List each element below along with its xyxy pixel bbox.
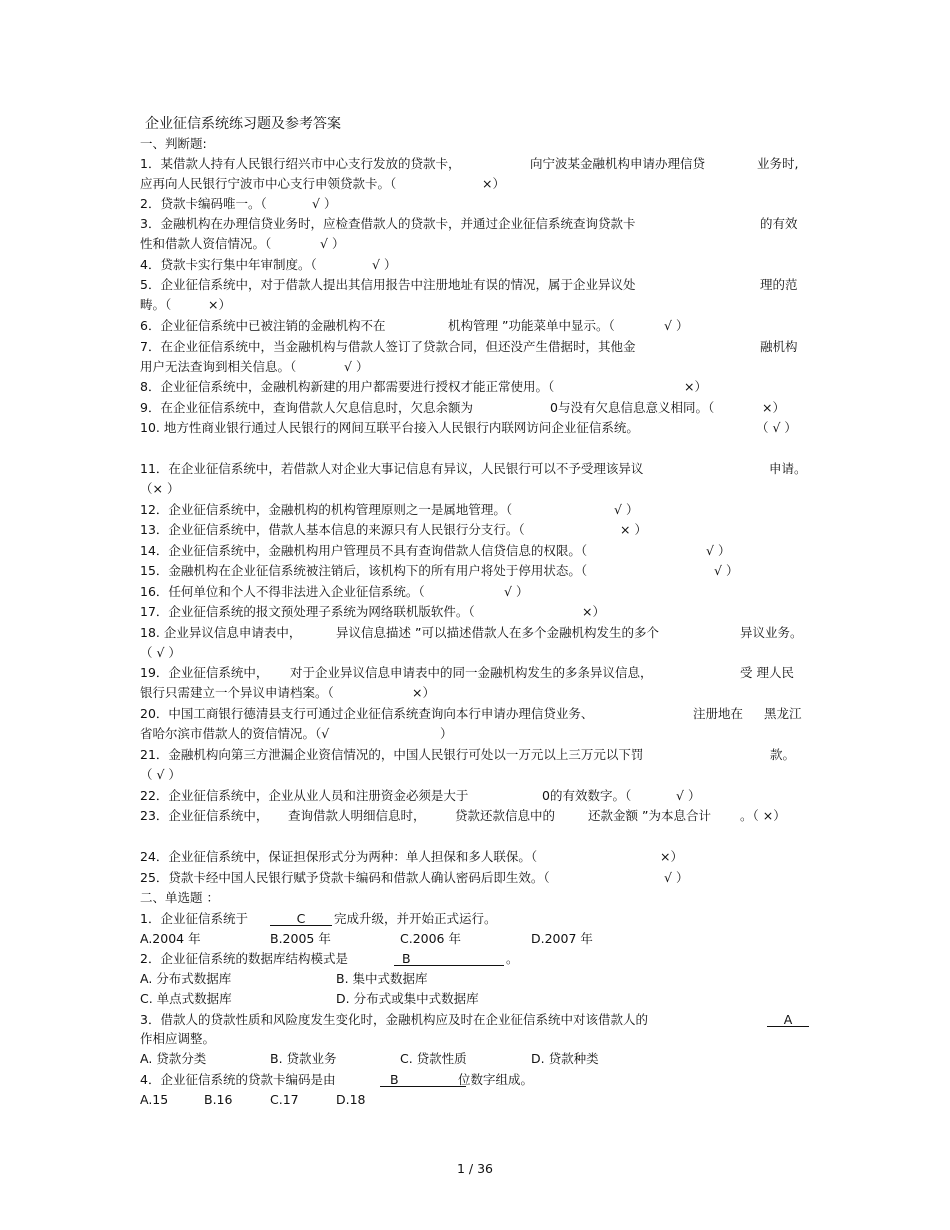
answer-mark: ×）	[482, 176, 505, 191]
answer-mark: √ ）	[372, 257, 397, 272]
option-a: A. 贷款分类	[140, 1051, 207, 1066]
question-text: 。	[506, 951, 519, 966]
question-text: 查询借款人明细信息时，	[288, 808, 426, 823]
answer-mark: √ ）	[312, 196, 337, 211]
question-21-line-1	[140, 747, 796, 763]
question-text: 17．企业征信系统的报文预处理子系统为网络联机版软件。（	[140, 604, 475, 619]
question-text: 11．在企业征信系统中，若借款人对企业大事记信息有异议，人民银行可以不予受理该异议	[140, 461, 644, 476]
option-c: C. 单点式数据库	[140, 991, 232, 1006]
question-text: 20．中国工商银行德清县支行可通过企业征信系统查询向本行申请办理信贷业务、	[140, 706, 594, 721]
question-1-line-1	[140, 156, 799, 172]
question-22	[140, 788, 701, 804]
question-text: 4．企业征信系统的贷款卡编码是由	[140, 1072, 336, 1087]
question-text: 4．贷款卡实行集中年审制度。（	[140, 257, 317, 272]
question-19-line-1	[140, 665, 794, 681]
question-text: 18. 企业异议信息申请表中，	[140, 625, 302, 640]
answer-mark: ×）	[762, 400, 785, 415]
answer-mark: √ ）	[344, 359, 369, 374]
question-18-line-1	[140, 625, 803, 641]
option-a: A. 分布式数据库	[140, 971, 232, 986]
question-20-line-1	[140, 706, 802, 722]
question-text: 9．在企业征信系统中，查询借款人欠息信息时，欠息余额为	[140, 400, 473, 415]
option-b: B.16	[204, 1092, 233, 1107]
question-text: 2．企业征信系统的数据库结构模式是	[140, 951, 348, 966]
question-text: 贷款还款信息中的	[455, 808, 556, 823]
question-text: 畴。（	[140, 297, 172, 312]
question-text: 19．企业征信系统中，	[140, 665, 269, 680]
question-14	[140, 543, 731, 559]
answer-mark: ）	[440, 726, 453, 741]
question-21-line-2	[140, 767, 181, 783]
option-d: D. 贷款种类	[531, 1051, 599, 1066]
mc-question-3-line-1	[140, 1012, 793, 1028]
question-text: 8．企业征信系统中，金融机构新建的用户都需要进行授权才能正常使用。（	[140, 379, 555, 394]
question-11-line-1	[140, 461, 807, 477]
question-16	[140, 584, 529, 600]
answer-blank: A	[767, 1012, 809, 1027]
option-a: A.15	[140, 1092, 169, 1107]
answer-mark: ×）	[208, 297, 231, 312]
question-text: 14．企业征信系统中，金融机构用户管理员不具有查询借款人信贷信息的权限。（	[140, 543, 588, 558]
question-4	[140, 257, 397, 273]
answer-mark: √ ）	[664, 870, 689, 885]
question-text: 1．企业征信系统于	[140, 911, 248, 926]
question-text: 向宁波某金融机构申请办理信贷	[530, 156, 706, 171]
option-a: A.2004 年	[140, 931, 201, 946]
question-text: 异议信息描述 ”可以描述借款人在多个金融机构发生的多个	[336, 625, 659, 640]
mc-question-1	[140, 911, 497, 927]
option-c: C. 贷款性质	[400, 1051, 467, 1066]
question-text: 16．任何单位和个人不得非法进入企业征信系统。（	[140, 584, 425, 599]
question-24	[140, 849, 683, 865]
mc-question-3-line-2: 作相应调整。	[140, 1031, 216, 1046]
question-text: 应再向人民银行宁波市中心支行申领贷款卡。（	[140, 176, 397, 191]
question-18-line-2	[140, 645, 181, 661]
question-text: 10. 地方性商业银行通过人民银行的网间互联平台接入人民银行内联网访问企业征信系统。	[140, 420, 639, 435]
question-23	[140, 808, 786, 824]
question-text: 还款金额 ”为本息合计	[588, 808, 711, 823]
answer-mark: ×）	[412, 685, 435, 700]
question-text: 对于企业异议信息申请表中的同一金融机构发生的多条异议信息，	[290, 665, 653, 680]
question-25	[140, 870, 689, 886]
mc-question-2	[140, 951, 519, 967]
question-17	[140, 604, 605, 620]
section-heading-single-choice: 二、单选题 ：	[140, 890, 219, 905]
question-3-line-2	[140, 236, 345, 252]
question-text: 23．企业征信系统中，	[140, 808, 269, 823]
option-c: C.2006 年	[400, 931, 461, 946]
option-b: B. 集中式数据库	[336, 971, 428, 986]
question-5-line-2	[140, 297, 231, 313]
question-text: 3．金融机构在办理信贷业务时，应检查借款人的贷款卡，并通过企业征信系统查询贷款卡	[140, 216, 636, 231]
question-19-line-2	[140, 685, 435, 701]
section-heading-judgement: 一、判断题:	[140, 136, 207, 151]
answer-mark: √ ）	[676, 788, 701, 803]
question-text: 1．某借款人持有人民银行绍兴市中心支行发放的贷款卡，	[140, 156, 461, 171]
question-text: 22．企业征信系统中，企业从业人员和注册资金必须是大于	[140, 788, 469, 803]
question-10	[140, 420, 797, 436]
question-text: 异议业务。	[740, 625, 803, 640]
document-title: 企业征信系统练习题及参考答案	[145, 116, 341, 132]
question-8	[140, 379, 707, 395]
question-text: 申请。	[769, 461, 807, 476]
question-text: 13．企业征信系统中，借款人基本信息的来源只有人民银行分支行。（	[140, 522, 525, 537]
question-text: 5．企业征信系统中，对于借款人提出其信用报告中注册地址有误的情况，属于企业异议处	[140, 277, 636, 292]
answer-mark: √ ）	[504, 584, 529, 599]
question-text: 黑龙江	[764, 706, 802, 721]
question-5-line-1	[140, 277, 798, 293]
option-d: D. 分布式或集中式数据库	[336, 991, 479, 1006]
question-text: 6．企业征信系统中已被注销的金融机构不在	[140, 318, 386, 333]
answer-blank: C	[270, 911, 332, 926]
answer-mark: （ √ ）	[140, 767, 181, 782]
answer-mark: 。（ ×）	[740, 808, 786, 823]
answer-mark: √ ）	[614, 502, 639, 517]
question-15	[140, 563, 739, 579]
question-text: 理的范	[760, 277, 798, 292]
option-b: B.2005 年	[270, 931, 331, 946]
option-c: C.17	[270, 1092, 299, 1107]
option-d: D.2007 年	[531, 931, 593, 946]
answer-mark: （× ）	[140, 481, 180, 496]
question-text: 用户无法查询到相关信息。（	[140, 359, 297, 374]
question-text: 0的有效数字。（	[542, 788, 632, 803]
question-text: 业务时,	[757, 156, 799, 171]
question-13	[140, 522, 647, 538]
question-2	[140, 196, 337, 212]
question-3-line-1	[140, 216, 798, 232]
question-9	[140, 400, 785, 416]
question-text: 机构管理 ”功能菜单中显示。（	[448, 318, 615, 333]
answer-mark: ×）	[582, 604, 605, 619]
option-d: D.18	[336, 1092, 366, 1107]
answer-blank: B	[380, 1072, 466, 1087]
page-number: 1 / 36	[456, 1161, 494, 1176]
question-text: 25．贷款卡经中国人民银行赋予贷款卡编码和借款人确认密码后即生效。（	[140, 870, 550, 885]
question-text: 完成升级，并开始正式运行。	[334, 911, 497, 926]
question-7-line-1	[140, 339, 798, 355]
question-20-line-2	[140, 726, 453, 742]
answer-mark: （ √ ）	[756, 420, 797, 435]
question-text: 2．贷款卡编码唯一。（	[140, 196, 267, 211]
answer-mark: √ ）	[714, 563, 739, 578]
question-text: 的有效	[760, 216, 798, 231]
mc-question-4	[140, 1072, 534, 1088]
question-text: 注册地在	[693, 706, 744, 721]
option-b: B. 贷款业务	[270, 1051, 337, 1066]
answer-mark: × ）	[620, 522, 647, 537]
answer-mark: √ ）	[706, 543, 731, 558]
answer-mark: √ ）	[664, 318, 689, 333]
question-7-line-2	[140, 359, 369, 375]
question-text: 受 理人民	[740, 665, 794, 680]
answer-mark: （ √ ）	[140, 645, 181, 660]
question-6	[140, 318, 689, 334]
question-text: 12．企业征信系统中，金融机构的机构管理原则之一是属地管理。（	[140, 502, 513, 517]
question-1-line-2	[140, 176, 505, 192]
question-text: 位数字组成。	[458, 1072, 534, 1087]
question-text: 融机构	[760, 339, 798, 354]
answer-blank: B	[394, 951, 504, 966]
question-12	[140, 502, 639, 518]
answer-mark: √ ）	[320, 236, 345, 251]
question-text: 3．借款人的贷款性质和风险度发生变化时，金融机构应及时在企业征信系统中对该借款人的	[140, 1012, 648, 1027]
question-11-line-2	[140, 481, 179, 497]
answer-mark: ×）	[660, 849, 683, 864]
question-text: 省哈尔滨市借款人的资信情况。（√	[140, 726, 330, 741]
question-text: 0与没有欠息信息意义相同。（	[550, 400, 715, 415]
question-text: 21．金融机构向第三方泄漏企业资信情况的，中国人民银行可处以一万元以上三万元以下罚	[140, 747, 644, 762]
question-text: 银行只需建立一个异议申请档案。（	[140, 685, 334, 700]
question-text: 15．金融机构在企业征信系统被注销后，该机构下的所有用户将处于停用状态。（	[140, 563, 588, 578]
answer-mark: ×）	[684, 379, 707, 394]
question-text: 24．企业征信系统中，保证担保形式分为两种：单人担保和多人联保。（	[140, 849, 538, 864]
question-text: 7．在企业征信系统中，当金融机构与借款人签订了贷款合同，但还没产生借据时，其他金	[140, 339, 636, 354]
question-text: 款。	[770, 747, 796, 762]
question-text: 性和借款人资信情况。（	[140, 236, 272, 251]
